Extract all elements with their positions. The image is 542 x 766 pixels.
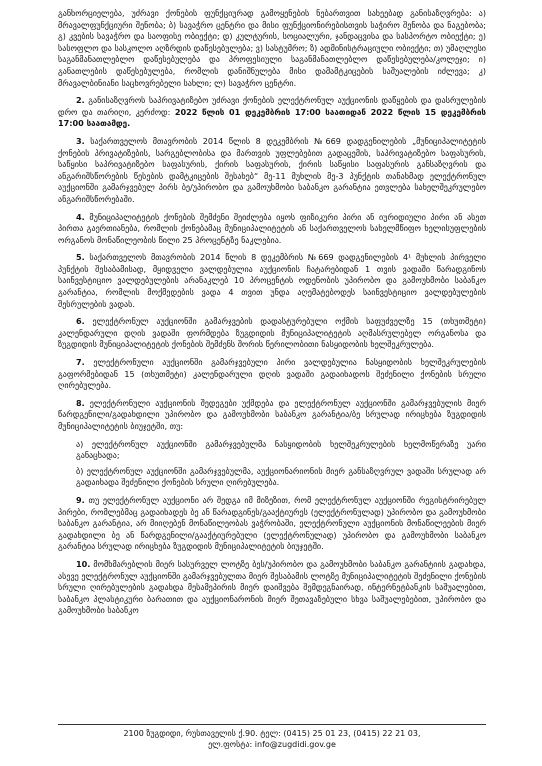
- paragraph-number: 5.: [76, 252, 85, 263]
- page-footer: [58, 724, 486, 750]
- paragraph-2: [58, 95, 486, 130]
- paragraph-number: 3.: [76, 135, 85, 146]
- paragraph-text: განისაზღვროს საპრივატიზებო უძრავი ქონების ელექტრონულ აუქციონის დაწყების და დასრულების დრო და თარიღი, კერძოდ:: [58, 95, 486, 117]
- paragraph-number: 9.: [76, 494, 85, 505]
- paragraph-text: ელექტრონულ აუქციონში გამარჯვების დადასტურებული ოქმის საფუძველზე 15 (თხუთმეტი) კალენდარული დღის ვადაში ფორმდება ზუგდიდის მუნიციპალიტეტის აღმასრულებელ ორგანოსა და ზუგდიდის მუნიციპალიტეტის ქონების შემძენს შორის წერილობითი ნასყიდობის ხელშეკრულება.: [58, 316, 486, 350]
- paragraph-4: [58, 212, 486, 247]
- paragraph-text: საქართველოს მთავრობის 2014 წლის 8 დეკემბრის №669 დადგენილების „მუნიციპალიტეტის ქონების პრივატიზების, სარგებლობისა და მართვის უფლებებით გადაცემის, საპრივატიზებო საფასურის, საწყისი საპრივატიზებო საფასურის, ქირის საფასურის, ქირის საწყისი საფასურის განსაზღვრის და ანგარიშსწორების წესების დამტკიცების შესახებ“ მე-11 მუხლის მე-3 პუნქტის თანახმად ელექტრონულ აუქციონში გამარჯვებულ პირს ბე/უპირობო და გამოუხმობი საბანკო გარანტია ეთვლება სახელშეკრულებო ანგარიშსწორებაში.: [58, 135, 486, 204]
- intro-paragraph: განხორციელება, უძრავი ქონების ფუნქციურად გამოყენების ნებართვით სახეებად განისაზღვრება: ა) მრავალფუნქციური შენობა; ბ) სავაჭრო ცენტრი და მისი ფუნქციონირებისთვის საჭირო შენობა და ნაგებობა; გ) კვების სავაჭრო და საოფისე ობიექტი; დ) კულტურის, სოციალური, ჯანდაცვისა და სასპორტო ობიექტი; ე) სასოფლო და სასკოლო აღზრდის დაწესებულება; ვ) სასტუმრო; ზ) ადმინისტრაციული ობიექტი; თ) უმაღლესი საგანმანათლებლო დაწესებულება და პროფესიული საგანმანათლებლო დაწესებულება/კოლეჯი; ი) განათლების დაწესებულება, რომლის დანიშნულება მისი დამამტკიცების საშუალების იძლევა; კ) მრავალბინიანი საცხოვრებელი სახლი; ლ) სავაჭრო ცენტრი.: [58, 8, 486, 88]
- paragraph-9: [58, 495, 486, 553]
- paragraph-text: ელექტრონული აუქციონის შედეგები უქმდება და ელექტრონულ აუქციონში გამარჯვებულის მიერ წარდგენილი/გადახდილი უპირობო და გამოუხმობი საბანკო გარანტია/ბე სრულად ირიცხება ზუგდიდის მუნიციპალიტეტის ბიუჯეტში, თუ:: [58, 397, 486, 431]
- paragraph-7: [58, 357, 486, 392]
- paragraph-number: 6.: [76, 316, 85, 327]
- footer-address: 2100 ზუგდიდი, რუსთაველის ქ.90. ტელ: (0415) 25 01 23, (0415) 22 21 03,: [123, 729, 421, 738]
- paragraph-8-item-b: ბ) ელექტრონულ აუქციონში გამარჯვებულმა, აუქციონარიონის მიერ განსაზღვრულ ვადაში სრულად არ გადაიხადა შეძენილი ქონების სრული ღირებულება.: [76, 465, 486, 488]
- auction-dates: 2022 წლის 01 დეკემბრის 17:00 საათიდან 2022 წლის 15 დეკემბრის 17:00 საათამდე.: [58, 106, 486, 129]
- paragraph-8-item-a: ა) ელექტრონულ აუქციონში გამარჯვებულმა ნასყიდობის ხელშეკრულების ხელმოწერაზე უარი განაცხადა;: [76, 438, 486, 461]
- paragraph-8: [58, 398, 486, 433]
- paragraph-number: 2.: [76, 95, 85, 106]
- paragraph-text: საქართველოს მთავრობის 2014 წლის 8 დეკემბრის №669 დადგენილების 4¹ მუხლის პირველი პუნქტის შესაბამისად, მყიდველი ვალდებულია აუქციონის ჩატარებიდან 1 თვის ვადაში წარადგინოს საინვესტიციო ვალდებულების არანაკლებ 10 პროცენტის ოდენობის უპირობო და გამოუხმობი საბანკო გარანტია, რომლის მოქმედების ვადა 4 თვით უნდა აღემატებოდეს საინვესტიციო ვალდებულების შესრულების ვადას.: [58, 252, 487, 309]
- paragraph-10: [58, 559, 486, 617]
- paragraph-text: ელექტრონული აუქციონში გამარჯვებული პირი ვალდებულია ნასყიდობის ხელშეკრულების გაფორმებიდან 15 (თხუთმეტი) კალენდარული დღის ვადაში გადაიხადოს შეძენილი ქონების სრული ღირებულება.: [58, 357, 486, 391]
- paragraph-number: 10.: [76, 558, 91, 569]
- paragraph-text: მომხმარებლის მიერ სასურველ ლოტზე ბეს/უპირობო და გამოუხმობი საბანკო გარანტიის გადახდა, ასევე ელექტრონულ აუქციონში გამარჯვებულთა მიერ შესაბამის ლოტზე მუნიციპალიტეტის შეძენილი ქონების სრული ღირებულების გადახდა მესამეპირის მიერ დაიშვება შემდეგნაირად, ინტერნეტბანკის საშუალებით, საბანკო პლასტიკური ბარათით და აუქციონარონის მიერ შეთავაზებული სხვა საშუალებებით, უპირობო და გამოუხმობი საბანკო: [58, 558, 487, 616]
- paragraph-3: [58, 136, 486, 206]
- paragraph-text: მუნიციპალიტეტის ქონების შემძენი შეიძლება იყოს ფიზიკური პირი ან იურიდიული პირი ან ასეთ პირთა გაერთიანება, რომლის ქონებამაც მუნიციპალიტეტის ან საქართველოს სახელმწიფო ხელისუფლების ორგანოს მონაწილეობის წილი 25 პროცენტზე ნაკლებია.: [58, 211, 487, 245]
- paragraph-number: 7.: [76, 357, 85, 368]
- footer-email: ელ.ფოსტა: info@zugdidi.gov.ge: [208, 740, 336, 749]
- paragraph-number: 8.: [76, 397, 85, 408]
- paragraph-6: [58, 316, 486, 351]
- paragraph-number: 4.: [76, 211, 85, 222]
- paragraph-text: თუ ელექტრონულ აუქციონი არ შედგა იმ მიზეზით, რომ ელექტრონულ აუქციონში რეგისტრირებულ პირები, რომლებმაც გადაიხადეს ბე ან წარადგინეს/გააქტიურეს (ელექტრონულად) უპირობო და გამოუხმობი საბანკო გარანტია, არ მიიღებენ მონაწილეობას ვაჭრობაში, ელექტრონული აუქციონის მონაწილეების მიერ გადახდილი ბე ან წარდგენილი/გააქტიურებული (ელექტრონულად) უპირობო და გამოუხმობი საბანკო გარანტია სრულად ირიცხება ზუგდიდის მუნიციპალიტეტის ბიუჯეტში.: [58, 494, 487, 552]
- paragraph-5: [58, 252, 486, 310]
